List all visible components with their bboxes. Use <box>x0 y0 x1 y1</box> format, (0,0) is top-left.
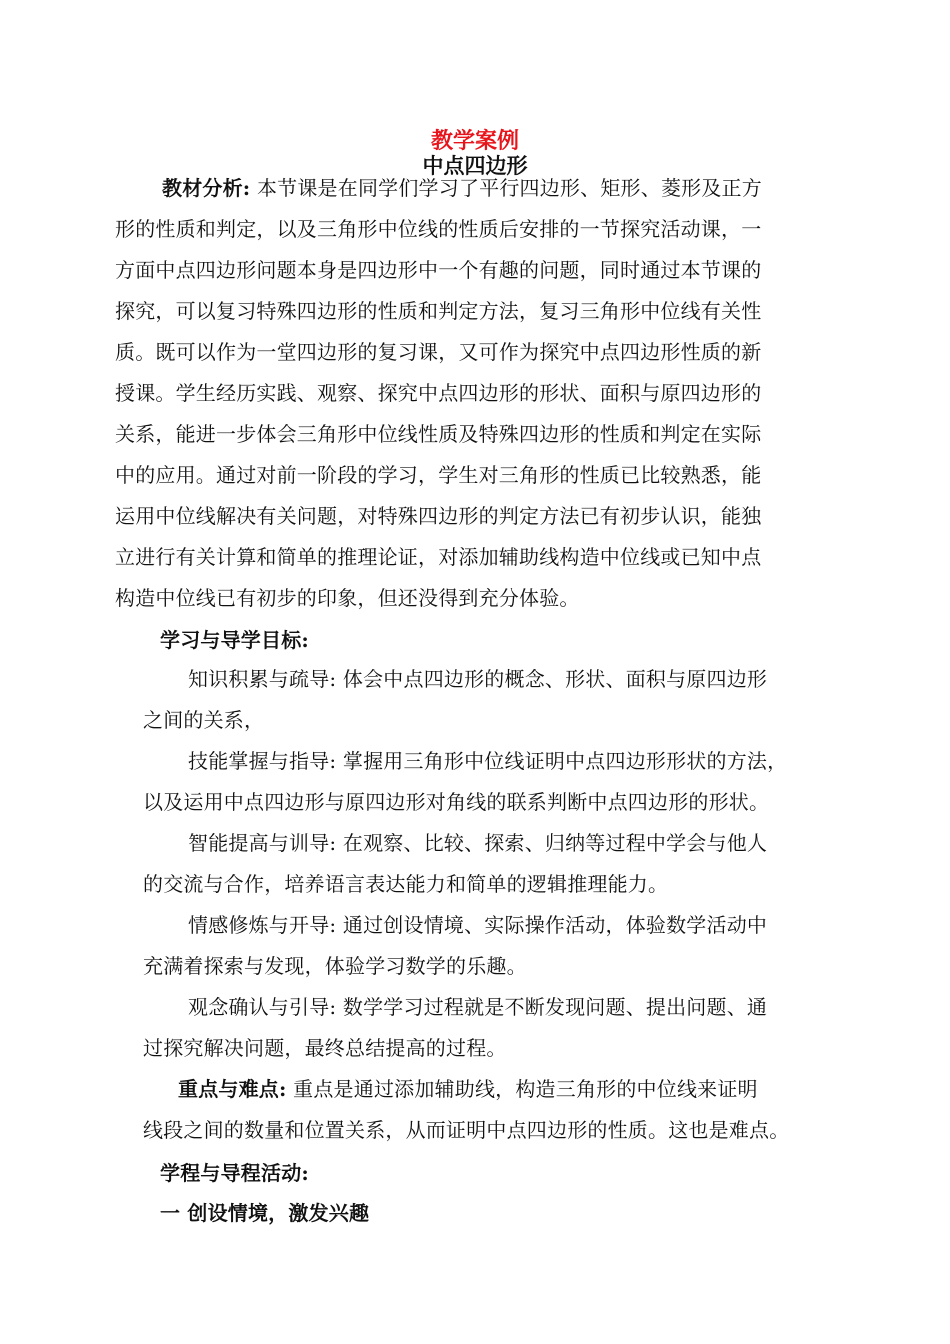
goal-line-6: 的交流与合作，培养语言表达能力和简单的逻辑推理能力。 <box>143 872 669 896</box>
analysis-line-10: 立进行有关计算和简单的推理论证，对添加辅助线构造中位线或已知中点 <box>115 545 762 569</box>
goal-line-9: 观念确认与引导: 数学学习过程就是不断发现问题、提出问题、通 <box>188 995 768 1019</box>
key-label: 重点与难点: <box>178 1077 287 1101</box>
analysis-label: 教材分析: <box>162 176 251 200</box>
key-line-2: 线段之间的数量和位置关系，从而证明中点四边形的性质。这也是难点。 <box>143 1118 790 1142</box>
analysis-line-8: 中的应用。通过对前一阶段的学习，学生对三角形的性质已比较熟悉，能 <box>115 463 762 487</box>
analysis-line-9: 运用中位线解决有关问题，对特殊四边形的判定方法已有初步认识，能独 <box>115 504 762 528</box>
doc-subtitle: 中点四边形 <box>422 153 528 178</box>
process-heading: 学程与导程活动: <box>160 1161 309 1185</box>
analysis-line-11: 构造中位线已有初步的印象，但还没得到充分体验。 <box>115 586 580 610</box>
analysis-line-6: 授课。学生经历实践、观察、探究中点四边形的形状、面积与原四边形的 <box>115 381 762 405</box>
analysis-line-5: 质。既可以作为一堂四边形的复习课，又可作为探究中点四边形性质的新 <box>115 340 762 364</box>
goal-line-8: 充满着探索与发现，体验学习数学的乐趣。 <box>143 954 527 978</box>
goal-line-4: 以及运用中点四边形与原四边形对角线的联系判断中点四边形的形状。 <box>143 790 770 814</box>
key-line-1: 重点与难点: 重点是通过添加辅助线，构造三角形的中位线来证明 <box>178 1077 758 1101</box>
goal-line-5: 智能提高与训导: 在观察、比较、探索、归纳等过程中学会与他人 <box>188 831 768 855</box>
doc-title: 教学案例 <box>430 128 519 154</box>
goal-line-3: 技能掌握与指导: 掌握用三角形中位线证明中点四边形形状的方法， <box>188 749 788 773</box>
goal-line-2: 之间的关系， <box>143 708 265 732</box>
analysis-line-2: 形的性质和判定，以及三角形中位线的性质后安排的一节探究活动课，一 <box>115 217 762 241</box>
analysis-line-1: 教材分析: 本节课是在同学们学习了平行四边形、矩形、菱形及正方 <box>162 176 762 200</box>
analysis-line-3: 方面中点四边形问题本身是四边形中一个有趣的问题，同时通过本节课的 <box>115 258 762 282</box>
goals-heading: 学习与导学目标: <box>160 628 309 652</box>
goal-line-10: 过探究解决问题，最终总结提高的过程。 <box>143 1036 507 1060</box>
goal-line-1: 知识积累与疏导: 体会中点四边形的概念、形状、面积与原四边形 <box>188 667 768 691</box>
section-one-heading: 一 创设情境，激发兴趣 <box>160 1201 370 1225</box>
analysis-line-7: 关系，能进一步体会三角形中位线性质及特殊四边形的性质和判定在实际 <box>115 422 762 446</box>
analysis-line-4: 探究，可以复习特殊四边形的性质和判定方法，复习三角形中位线有关性 <box>115 299 762 323</box>
goal-line-7: 情感修炼与开导: 通过创设情境、实际操作活动，体验数学活动中 <box>188 913 768 937</box>
